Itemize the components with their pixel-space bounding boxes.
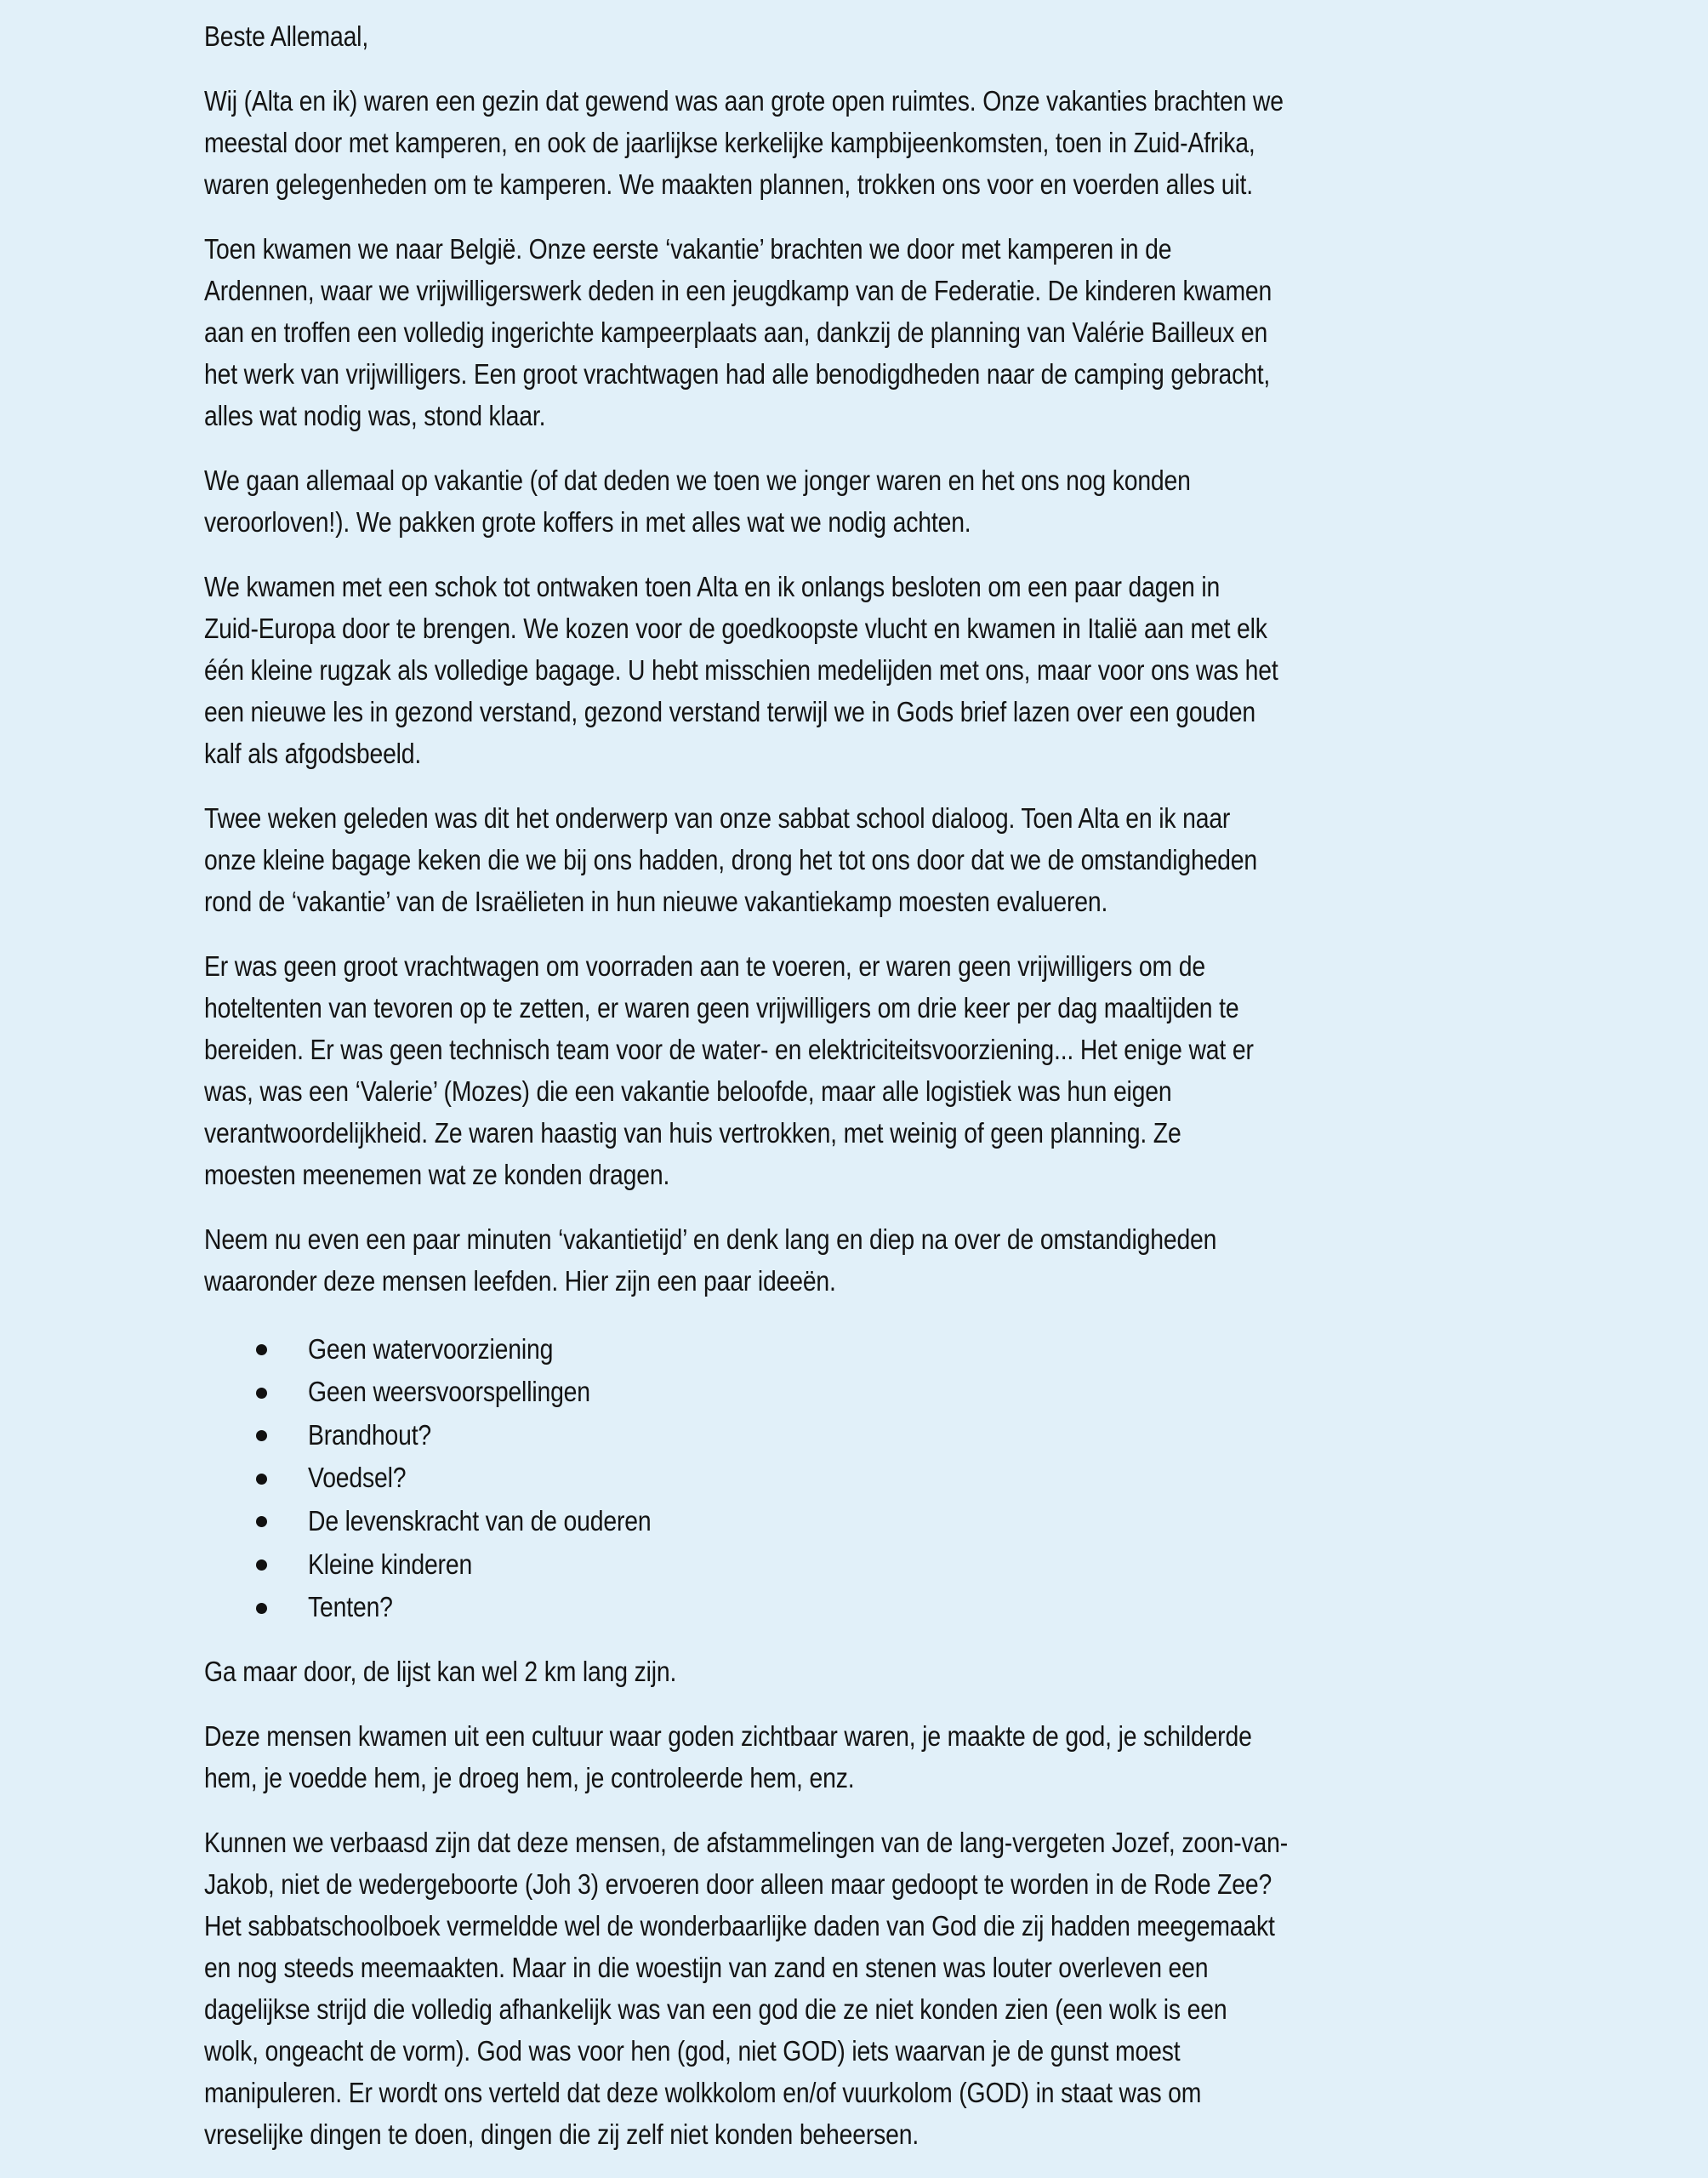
paragraph-line: aan en troffen een volledig ingerichte kampeerplaats aan, dankzij de planning van Valérie Bailleux en <box>204 316 1268 348</box>
bullet-text: Geen watervoorziening <box>308 1332 554 1365</box>
paragraph-line: Twee weken geleden was dit het onderwerp van onze sabbat school dialoog. Toen Alta en ik naar <box>204 801 1231 834</box>
paragraph-line: was, was een ‘Valerie’ (Mozes) die een vakantie beloofde, maar alle logistiek was hun eigen <box>204 1075 1172 1107</box>
paragraph-line: veroorloven!). We pakken grote koffers in met alles wat we nodig achten. <box>204 505 971 538</box>
bullet-icon <box>256 1388 267 1399</box>
greeting: Beste Allemaal, <box>204 20 369 52</box>
paragraph-line: bereiden. Er was geen technisch team voor de water- en elektriciteitsvoorziening... Het enige wat er <box>204 1033 1254 1065</box>
paragraph-line: wolk, ongeacht de vorm). God was voor hen (god, niet GOD) iets waarvan je de gunst moest <box>204 2034 1181 2067</box>
paragraph-line: moesten meenemen wat ze konden dragen. <box>204 1158 670 1190</box>
paragraph-line: Wij (Alta en ik) waren een gezin dat gewend was aan grote open ruimtes. Onze vakanties brachten we <box>204 84 1284 117</box>
bullet-text: Tenten? <box>308 1591 393 1623</box>
paragraph-line: Neem nu even een paar minuten ‘vakantietijd’ en denk lang en diep na over de omstandigheden <box>204 1223 1217 1255</box>
paragraph-line: dagelijkse strijd die volledig afhankelijk was van een god die ze niet konden zien (een wolk is een <box>204 1993 1227 2025</box>
paragraph-line: een nieuwe les in gezond verstand, gezond verstand terwijl we in Gods brief lazen over een gouden <box>204 695 1255 727</box>
bullet-icon <box>256 1603 267 1614</box>
paragraph-line: verantwoordelijkheid. Ze waren haastig van huis vertrokken, met weinig of geen planning. Ze <box>204 1116 1181 1149</box>
paragraph-line: Toen kwamen we naar België. Onze eerste ‘vakantie’ brachten we door met kamperen in de <box>204 232 1172 265</box>
paragraph-line: één kleine rugzak als volledige bagage. U hebt misschien medelijden met ons, maar voor ons was het <box>204 653 1278 686</box>
paragraph-line: Zuid-Europa door te brengen. We kozen voor de goedkoopste vlucht en kwamen in Italië aan met elk <box>204 612 1267 644</box>
paragraph-line: Kunnen we verbaasd zijn dat deze mensen, de afstammelingen van de lang-vergeten Jozef, zoon-van- <box>204 1826 1288 1858</box>
bullet-icon <box>256 1559 267 1571</box>
bullet-icon <box>256 1516 267 1527</box>
bullet-icon <box>256 1344 267 1355</box>
paragraph-line: Deze mensen kwamen uit een cultuur waar goden zichtbaar waren, je maakte de god, je schilderde <box>204 1719 1252 1752</box>
paragraph-line: Ardennen, waar we vrijwilligerswerk deden in een jeugdkamp van de Federatie. De kinderen kwamen <box>204 274 1272 306</box>
paragraph-line: rond de ‘vakantie’ van de Israëlieten in hun nieuwe vakantiekamp moesten evalueren. <box>204 885 1108 917</box>
paragraph-line: en nog steeds meemaakten. Maar in die woestijn van zand en stenen was louter overleven een <box>204 1951 1209 1983</box>
paragraph-line: We gaan allemaal op vakantie (of dat deden we toen we jonger waren en het ons nog konden <box>204 464 1191 496</box>
paragraph-line: kalf als afgodsbeeld. <box>204 737 422 769</box>
paragraph-line: waren gelegenheden om te kamperen. We maakten plannen, trokken ons voor en voerden alles uit. <box>204 168 1253 200</box>
paragraph-line: meestal door met kamperen, en ook de jaarlijkse kerkelijke kampbijeenkomsten, toen in Zuid-Afrika, <box>204 126 1255 158</box>
paragraph-line: Het sabbatschoolboek vermeldde wel de wonderbaarlijke daden van God die zij hadden meegemaakt <box>204 1909 1275 1941</box>
paragraph-line: hoteltenten van tevoren op te zetten, er waren geen vrijwilligers om drie keer per dag maaltijden te <box>204 991 1239 1023</box>
paragraph-line: manipuleren. Er wordt ons verteld dat deze wolkkolom en/of vuurkolom (GOD) in staat was om <box>204 2076 1202 2108</box>
paragraph-line: Jakob, niet de wedergeboorte (Joh 3) ervoeren door alleen maar gedoopt te worden in de Rode Zee? <box>204 1867 1272 1900</box>
paragraph-line: onze kleine bagage keken die we bij ons hadden, drong het tot ons door dat we de omstandigheden <box>204 843 1258 875</box>
paragraph-line: het werk van vrijwilligers. Een groot vrachtwagen had alle benodigdheden naar de camping gebracht, <box>204 357 1271 390</box>
bullet-icon <box>256 1430 267 1441</box>
paragraph-line: alles wat nodig was, stond klaar. <box>204 399 546 431</box>
paragraph-line: vreselijke dingen te doen, dingen die zij zelf niet konden beheersen. <box>204 2118 919 2150</box>
paragraph-line: Er was geen groot vrachtwagen om voorraden aan te voeren, er waren geen vrijwilligers om de <box>204 949 1205 982</box>
paragraph-line: hem, je voedde hem, je droeg hem, je controleerde hem, enz. <box>204 1761 855 1793</box>
bullet-text: Geen weersvoorspellingen <box>308 1376 590 1408</box>
bullet-text: Kleine kinderen <box>308 1548 473 1580</box>
bullet-text: Brandhout? <box>308 1418 432 1451</box>
bullet-text: De levenskracht van de ouderen <box>308 1504 652 1537</box>
paragraph-line: We kwamen met een schok tot ontwaken toen Alta en ik onlangs besloten om een paar dagen in <box>204 570 1221 602</box>
paragraph-line: waaronder deze mensen leefden. Hier zijn een paar ideeën. <box>204 1264 836 1297</box>
bullet-text: Voedsel? <box>308 1462 407 1494</box>
paragraph-line: Ga maar door, de lijst kan wel 2 km lang zijn. <box>204 1655 677 1687</box>
bullet-icon <box>256 1474 267 1485</box>
